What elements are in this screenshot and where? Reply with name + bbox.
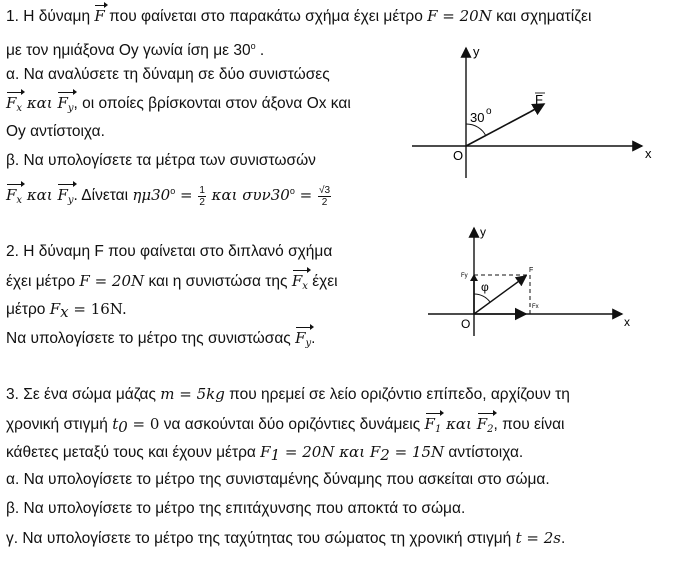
p1-line4: $F_x$ και $F_y$, οι οποίες βρίσκονται στον άξονα Ox και <box>6 93 351 119</box>
figure2-Fy-label: Fy <box>461 273 468 279</box>
p1-line6: β. Να υπολογίσετε τα μέτρα των συνιστωσών <box>6 152 316 169</box>
figure2-angle-label: φ <box>481 280 489 294</box>
figure1-y-label: y <box>473 44 480 59</box>
figure2-angle-arc <box>474 294 490 302</box>
p2-line3: μέτρο $F_x = 16N$. <box>6 300 127 321</box>
p1-line2: με τον ημιάξονα Oy γωνία ίση με 30$^o$ . <box>6 41 265 60</box>
p1-line7: $F_x$ και $F_y$. Δίνεται $\eta\mu 30^o$ = $\frac{1}{2}$ και $\sigma\upsilon\nu 30^o$ = $\frac{√3}{2}$ <box>6 181 332 211</box>
p2-line4: Να υπολογίσετε το μέτρο της συνιστώσας $F_y$. <box>6 328 315 354</box>
figure1-x-label: x <box>645 146 652 161</box>
figure1-angle-label: 30 <box>470 110 485 125</box>
p3-line6: γ. Να υπολογίσετε το μέτρο της ταχύτητας του σώματος τη χρονική στιγμή t = 2s. <box>6 529 566 547</box>
vector-F2: $F_2$ <box>477 414 494 440</box>
figure2-Fx-label: Fx <box>532 304 539 310</box>
p1-line3: α. Να αναλύσετε τη δύναμη σε δύο συνιστώσες <box>6 66 330 83</box>
vector-Fy: $F_y$ <box>57 185 73 211</box>
vector-F: F <box>94 7 105 25</box>
vector-Fy: $F_y$ <box>295 328 311 354</box>
p1-line1: 1. Η δύναμη F που φαίνεται στο παρακάτω σχήμα έχει μέτρο F = 20N και σχηματίζει <box>6 7 592 25</box>
vector-Fx: $F_x$ <box>6 185 22 211</box>
figure2-x-label: x <box>624 315 630 329</box>
p2-line1: 2. Η δύναμη F που φαίνεται στο διπλανό σχήμα <box>6 243 333 260</box>
fraction-sqrt3-half: $\frac{√3}{2}$ <box>318 184 331 208</box>
svg-text:o: o <box>486 106 492 117</box>
vector-Fx: $F_x$ <box>292 271 308 297</box>
p3-line5: β. Να υπολογίσετε το μέτρο της επιτάχυνσης που αποκτά το σώμα. <box>6 500 466 517</box>
p2-line2: έχει μέτρο F = 20N και η συνιστώσα της $F_x$ έχει <box>6 271 338 297</box>
figure2-F-label: F <box>529 267 534 274</box>
figure1-vector-label: F <box>535 92 543 107</box>
vector-F1: $F_1$ <box>425 414 442 440</box>
p3-line2: χρονική στιγμή $t_0 = 0$ να ασκούνται δύο οριζόντιες δυνάμεις $F_1$ και $F_2$, που είναι <box>6 414 565 440</box>
figure2-y-label: y <box>480 225 486 239</box>
vector-Fx: $F_x$ <box>6 93 22 119</box>
figure2-origin-label: O <box>461 317 471 331</box>
vector-Fy: $F_y$ <box>57 93 73 119</box>
p3-line3: κάθετες μεταξύ τους και έχουν μέτρα $F_1 = 20N$ και $F_2 = 15N$ αντίστοιχα. <box>6 443 524 464</box>
fraction-one-half: $\frac{1}{2}$ <box>199 184 205 208</box>
p1-line5: Oy αντίστοιχα. <box>6 123 105 140</box>
p3-line1: 3. Σε ένα σώμα μάζας m = 5kg που ηρεμεί σε λείο οριζόντιο επίπεδο, αρχίζουν τη <box>6 385 570 403</box>
p3-line4: α. Να υπολογίσετε το μέτρο της συνισταμένης δύναμης που ασκείται στο σώμα. <box>6 471 550 488</box>
figure1-origin-label: O <box>453 148 464 163</box>
